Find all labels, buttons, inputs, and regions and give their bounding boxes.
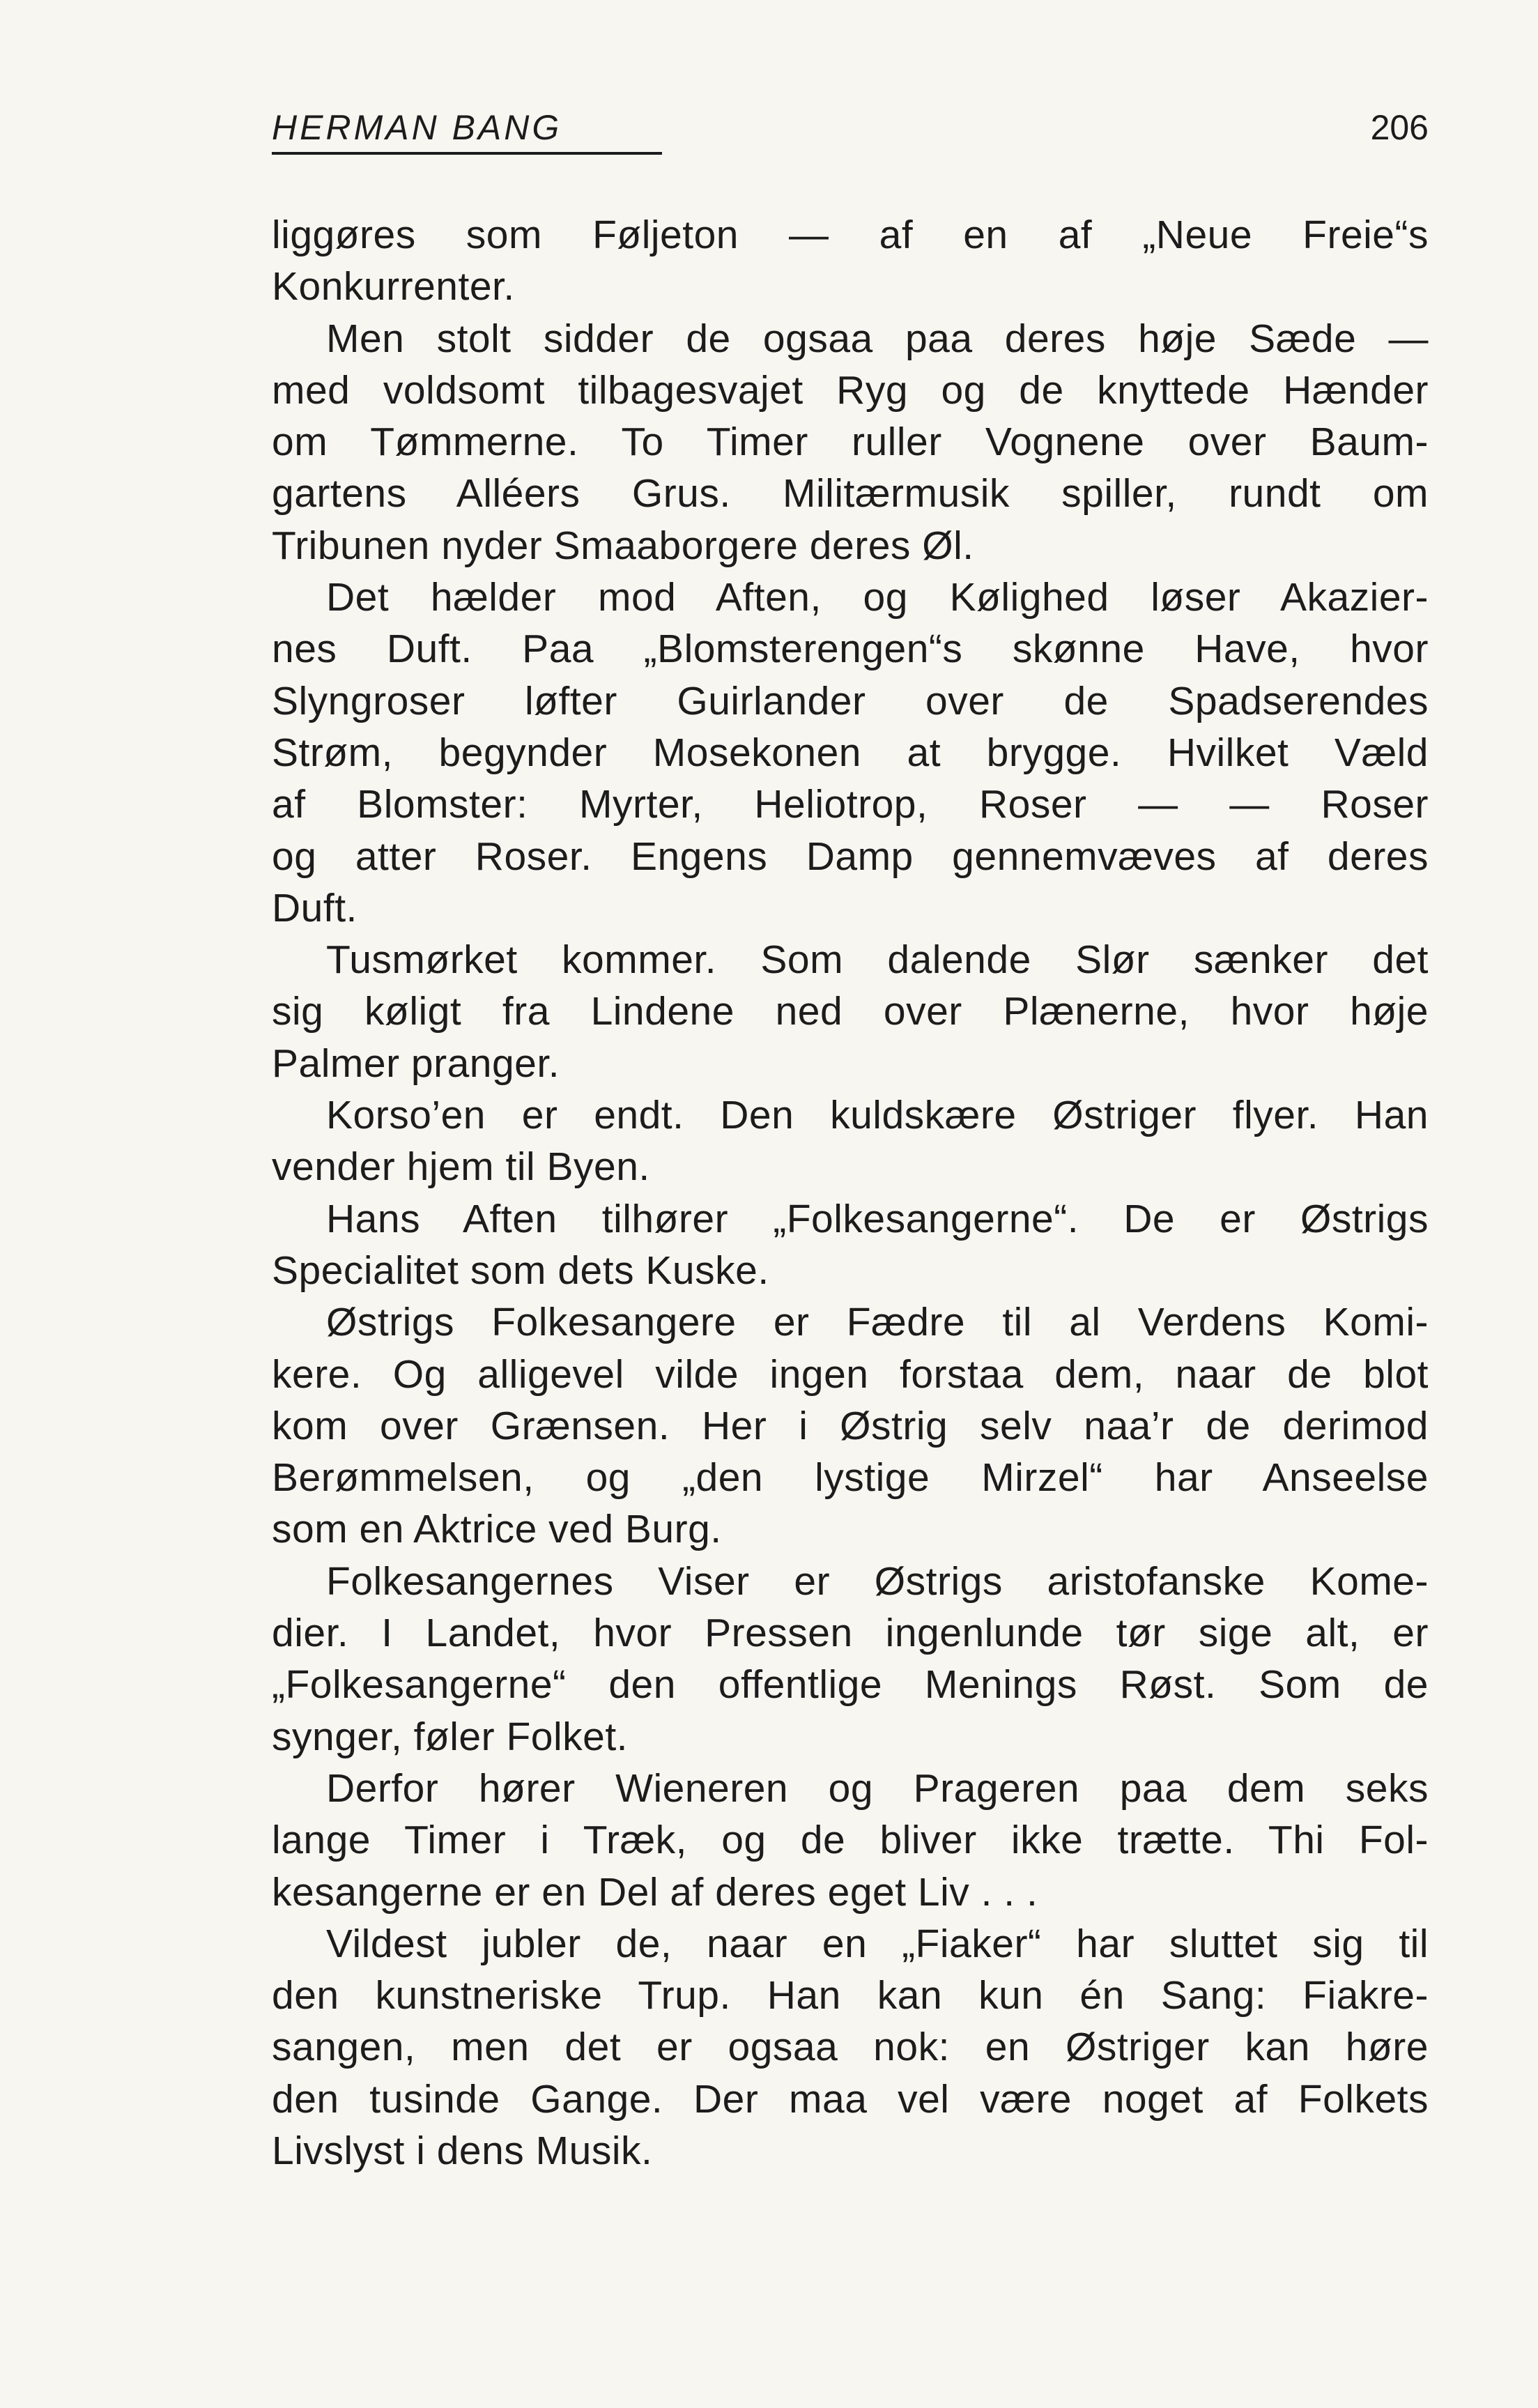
text-line: den tusinde Gange. Der maa vel være noget af Folkets: [272, 2076, 1429, 2122]
page-number: 206: [1370, 108, 1429, 147]
text-line: Duft.: [272, 885, 357, 930]
text-line: lange Timer i Træk, og de bliver ikke trætte. Thi Fol-: [272, 1818, 1429, 1863]
text-line: kom over Grænsen. Her i Østrig selv naa’r de derimod: [272, 1403, 1429, 1448]
text-line: liggøres som Føljeton — af en af „Neue Freie“s: [272, 213, 1429, 257]
text-line: Livslyst i dens Musik.: [272, 2128, 653, 2173]
text-line: som en Aktrice ved Burg.: [272, 1507, 722, 1552]
text-line: dier. I Landet, hvor Pressen ingenlunde tør sige alt, er: [272, 1611, 1429, 1656]
text-line: Men stolt sidder de ogsaa paa deres høje Sæde —: [326, 316, 1429, 361]
text-line: vender hjem til Byen.: [272, 1144, 650, 1190]
text-line: Palmer pranger.: [272, 1041, 560, 1086]
text-line: og atter Roser. Engens Damp gennemvæves af deres: [272, 834, 1429, 879]
text-line: Slyngroser løfter Guirlander over de Spadserendes: [272, 678, 1429, 723]
text-line: Berømmelsen, og „den lystige Mirzel“ har Anseelse: [272, 1455, 1429, 1501]
text-line: sangen, men det er ogsaa nok: en Østriger kan høre: [272, 2025, 1429, 2070]
text-line: Korso’en er endt. Den kuldskære Østriger flyer. Han: [326, 1093, 1429, 1138]
page-header: [272, 103, 1429, 159]
text-line: den kunstneriske Trup. Han kan kun én Sang: Fiakre-: [272, 1973, 1429, 2018]
text-line: nes Duft. Paa „Blomsterengen“s skønne Have, hvor: [272, 627, 1429, 672]
text-line: Vildest jubler de, naar en „Fiaker“ har sluttet sig til: [326, 1921, 1429, 1966]
text-line: gartens Alléers Grus. Militærmusik spiller, rundt om: [272, 471, 1429, 516]
text-line: af Blomster: Myrter, Heliotrop, Roser — — Roser: [272, 782, 1429, 827]
text-line: sig køligt fra Lindene ned over Plænerne, hvor høje: [272, 989, 1429, 1034]
text-line: Konkurrenter.: [272, 264, 515, 309]
text-line: om Tømmerne. To Timer ruller Vognene over Baum-: [272, 420, 1429, 465]
text-line: Tusmørket kommer. Som dalende Slør sænker det: [326, 937, 1429, 983]
text-line: Hans Aften tilhører „Folkesangerne“. De er Østrigs: [326, 1196, 1429, 1241]
text-line: Østrigs Folkesangere er Fædre til al Verdens Komi-: [326, 1300, 1429, 1345]
text-line: Folkesangernes Viser er Østrigs aristofanske Kome-: [326, 1558, 1429, 1604]
text-line: kesangerne er en Del af deres eget Liv . . .: [272, 1869, 1038, 1915]
body-text: [272, 209, 1429, 2177]
text-line: Specialitet som dets Kuske.: [272, 1248, 769, 1293]
text-line: „Folkesangerne“ den offentlige Menings Røst. Som de: [272, 1662, 1429, 1708]
text-line: med voldsomt tilbagesvajet Ryg og de knyttede Hænder: [272, 367, 1429, 413]
text-line: kere. Og alligevel vilde ingen forstaa dem, naar de blot: [272, 1351, 1429, 1397]
header-rule: [272, 152, 662, 155]
text-line: Tribunen nyder Smaaborgere deres Øl.: [272, 523, 974, 568]
text-line: Derfor hører Wieneren og Prageren paa dem seks: [326, 1765, 1429, 1811]
text-line: Det hælder mod Aften, og Kølighed løser Akazier-: [326, 575, 1429, 620]
text-line: synger, føler Folket.: [272, 1714, 629, 1759]
running-title: HERMAN BANG: [272, 108, 562, 147]
text-line: Strøm, begynder Mosekonen at brygge. Hvilket Væld: [272, 730, 1429, 775]
